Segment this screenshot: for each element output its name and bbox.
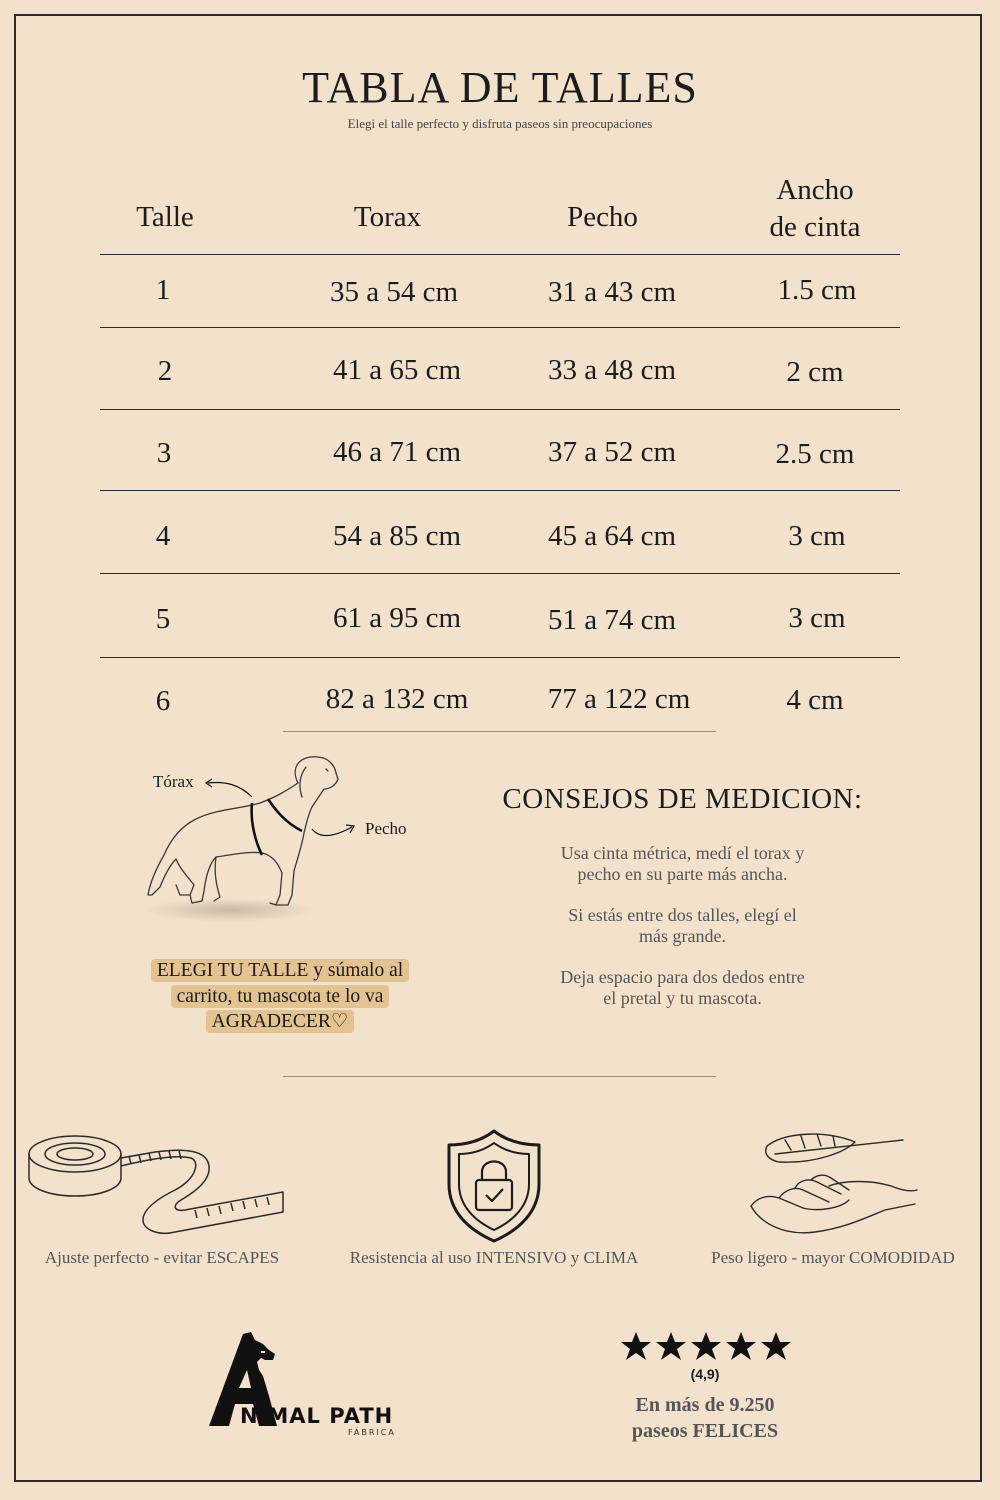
section-divider bbox=[283, 731, 716, 732]
promo-line-1: ELEGI TU TALLE y súmalo al bbox=[151, 959, 409, 982]
column-header-talle: Talle bbox=[136, 201, 194, 233]
cell-talle: 1 bbox=[155, 274, 171, 306]
table-divider bbox=[100, 254, 900, 255]
cell-torax: 35 a 54 cm bbox=[329, 276, 459, 308]
brand-name: NIMAL PATH bbox=[240, 1404, 394, 1428]
cell-ancho: 3 cm bbox=[788, 602, 846, 634]
tip-3 bbox=[500, 967, 865, 1009]
rating-score: (4,9) bbox=[690, 1366, 720, 1382]
feature-label-weight: Peso ligero - mayor COMODIDAD bbox=[711, 1248, 955, 1267]
star-icon bbox=[691, 1332, 721, 1360]
cell-ancho: 2 cm bbox=[786, 356, 844, 388]
column-header-pecho: Pecho bbox=[567, 201, 638, 233]
tip-1 bbox=[500, 843, 865, 885]
cell-torax: 61 a 95 cm bbox=[332, 602, 462, 634]
brand-subtitle: FÁBRICA bbox=[348, 1428, 396, 1437]
cell-ancho: 3 cm bbox=[788, 520, 846, 552]
cell-ancho: 4 cm bbox=[786, 684, 844, 716]
tip-2-line-1: Si estás entre dos talles, elegí el bbox=[568, 905, 797, 925]
tips-title: CONSEJOS DE MEDICION: bbox=[502, 783, 863, 815]
cell-talle: 5 bbox=[155, 603, 171, 635]
section-divider bbox=[283, 1076, 716, 1077]
cell-torax: 54 a 85 cm bbox=[332, 520, 462, 552]
cell-torax: 41 a 65 cm bbox=[332, 354, 462, 386]
page-subtitle: Elegi el talle perfecto y disfruta paseos sin preocupaciones bbox=[347, 116, 653, 131]
torax-arrow bbox=[208, 783, 252, 797]
harness-chest-strap bbox=[268, 799, 302, 831]
cell-torax: 82 a 132 cm bbox=[325, 683, 469, 715]
star-icon bbox=[761, 1332, 791, 1360]
tip-3-line-2: el pretal y tu mascota. bbox=[603, 988, 762, 1008]
column-header-ancho-line2: de cinta bbox=[769, 211, 861, 243]
table-divider bbox=[100, 573, 900, 574]
cell-torax: 46 a 71 cm bbox=[332, 436, 462, 468]
table-divider bbox=[100, 657, 900, 658]
cell-pecho: 33 a 48 cm bbox=[547, 354, 677, 386]
cell-talle: 2 bbox=[157, 355, 173, 387]
promo-line-3: AGRADECER♡ bbox=[206, 1010, 355, 1033]
walks-line-2: paseos FELICES bbox=[631, 1420, 779, 1442]
cell-pecho: 45 a 64 cm bbox=[547, 520, 677, 552]
star-icon bbox=[726, 1332, 756, 1360]
cell-pecho: 77 a 122 cm bbox=[547, 683, 691, 715]
pecho-label: Pecho bbox=[365, 819, 407, 838]
feature-label-resistance: Resistencia al uso INTENSIVO y CLIMA bbox=[349, 1248, 639, 1267]
star-icon bbox=[621, 1332, 651, 1360]
cell-pecho: 37 a 52 cm bbox=[547, 436, 677, 468]
promo-line-2: carrito, tu mascota te lo va bbox=[171, 985, 390, 1008]
table-divider bbox=[100, 327, 900, 328]
feature-label-fit: Ajuste perfecto - evitar ESCAPES bbox=[44, 1248, 280, 1267]
cell-talle: 4 bbox=[155, 520, 171, 552]
cell-ancho: 2.5 cm bbox=[775, 438, 855, 470]
torax-label: Tórax bbox=[153, 772, 194, 791]
cell-ancho: 1.5 cm bbox=[777, 274, 857, 306]
column-header-torax: Torax bbox=[353, 201, 422, 233]
rating-stars bbox=[620, 1330, 792, 1370]
tip-2-line-2: más grande. bbox=[639, 926, 726, 946]
column-header-ancho bbox=[735, 172, 895, 246]
tip-1-line-2: pecho en su parte más ancha. bbox=[577, 864, 788, 884]
table-divider bbox=[100, 409, 900, 410]
pecho-arrow bbox=[312, 827, 352, 836]
shield-lock-icon bbox=[445, 1128, 543, 1244]
table-divider bbox=[100, 490, 900, 491]
tip-2 bbox=[500, 905, 865, 947]
walks-line-1: En más de 9.250 bbox=[635, 1394, 775, 1416]
measuring-tape-icon bbox=[25, 1130, 287, 1240]
feather-hand-icon bbox=[745, 1128, 920, 1243]
tip-3-line-1: Deja espacio para dos dedos entre bbox=[560, 967, 805, 987]
cell-talle: 6 bbox=[155, 685, 171, 717]
column-header-ancho-line1: Ancho bbox=[776, 174, 854, 206]
promo-text bbox=[120, 958, 440, 1035]
cell-pecho: 51 a 74 cm bbox=[547, 604, 677, 636]
cell-pecho: 31 a 43 cm bbox=[547, 276, 677, 308]
walks-count bbox=[580, 1392, 830, 1444]
star-icon bbox=[656, 1332, 686, 1360]
cell-talle: 3 bbox=[156, 437, 172, 469]
harness-torax-strap bbox=[252, 803, 262, 855]
tip-1-line-1: Usa cinta métrica, medí el torax y bbox=[560, 843, 805, 863]
page-title: TABLA DE TALLES bbox=[302, 63, 698, 112]
